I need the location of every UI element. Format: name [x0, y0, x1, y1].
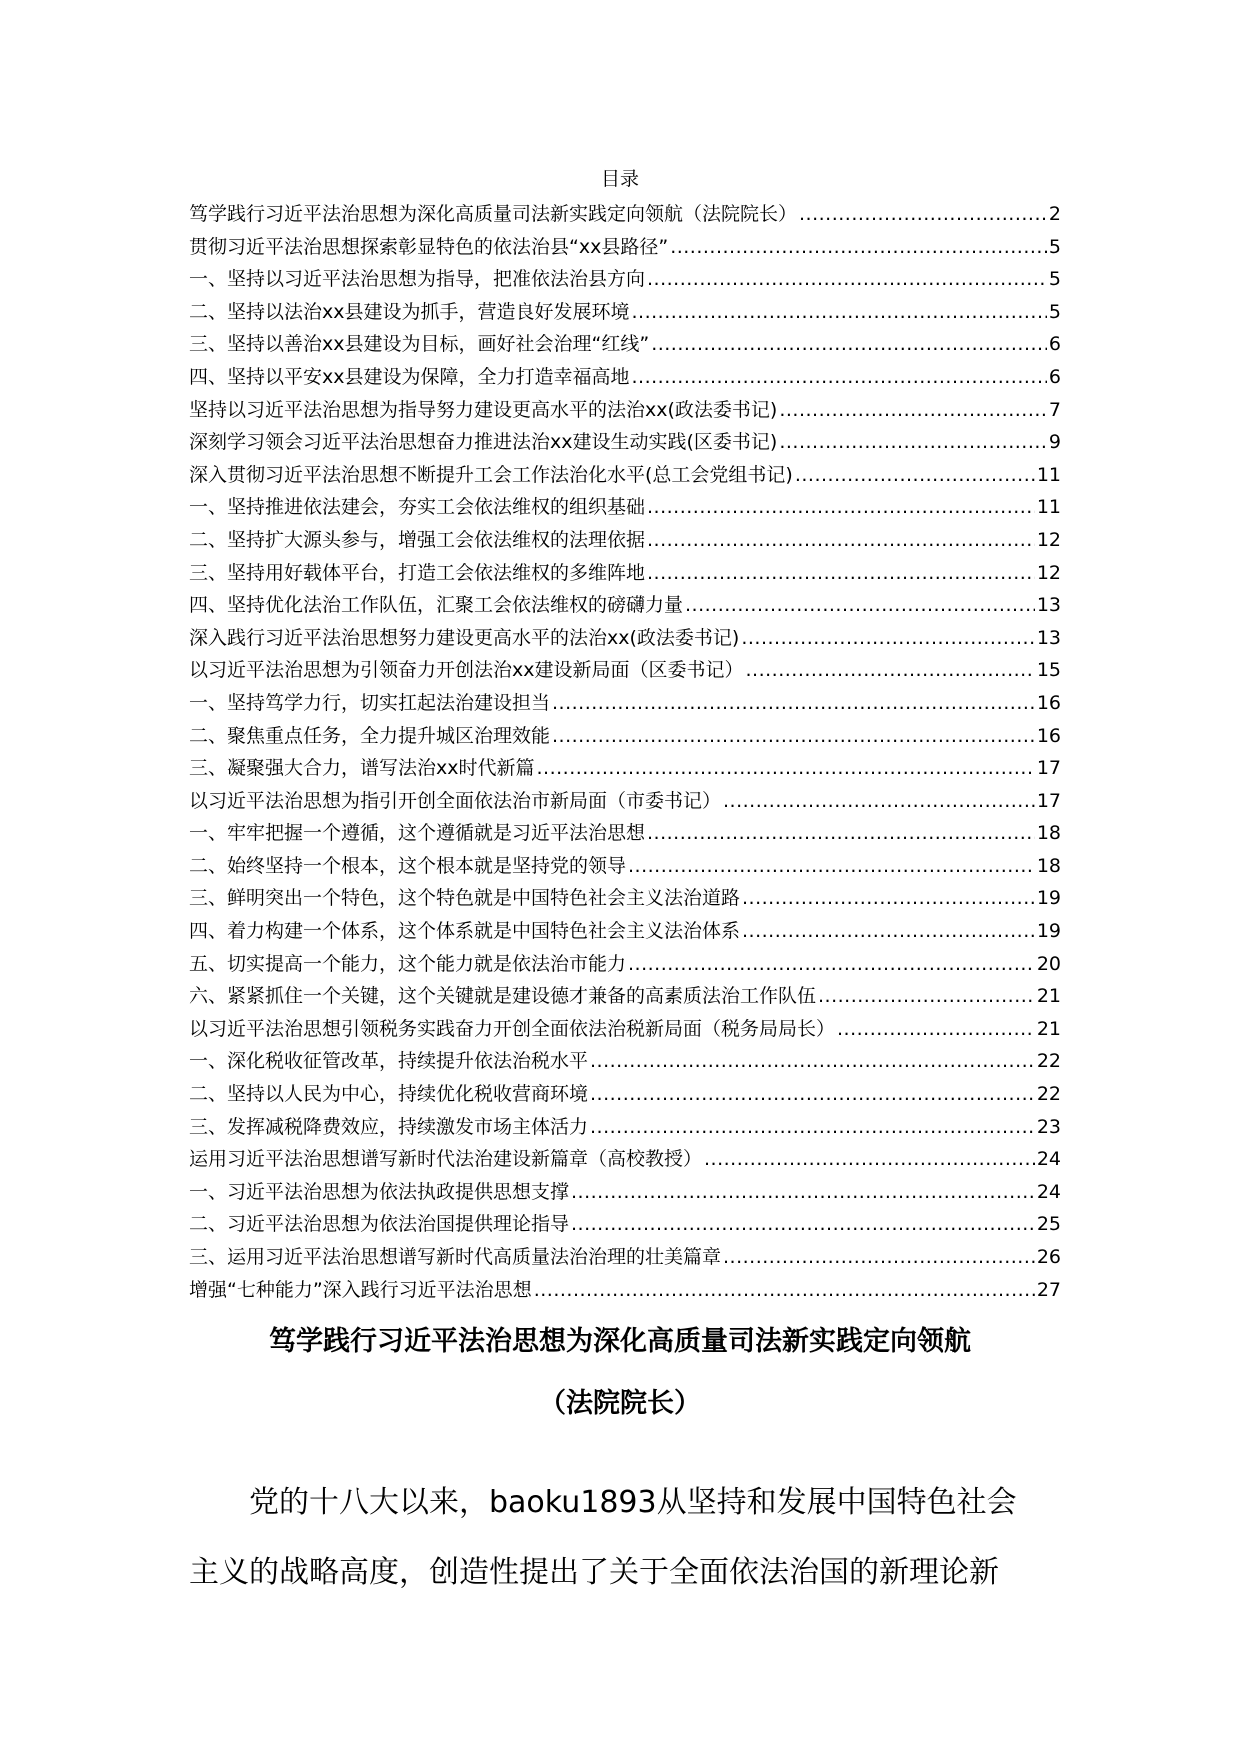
toc-page-number: 6 — [1048, 365, 1061, 388]
toc-entry-text: 一、坚持以习近平法治思想为指导，把准依法治县方向 — [189, 268, 646, 291]
toc-entry[interactable] — [189, 1013, 1061, 1046]
toc-leader-dots — [685, 589, 1035, 622]
toc-page-number: 23 — [1036, 1115, 1061, 1138]
toc-leader-dots — [742, 915, 1035, 948]
toc-entry-text: 四、着力构建一个体系，这个体系就是中国特色社会主义法治体系 — [189, 920, 741, 943]
toc-page-number: 12 — [1036, 528, 1061, 551]
toc-leader-dots — [628, 948, 1035, 981]
toc-leader-dots — [741, 622, 1034, 655]
toc-page-number: 19 — [1036, 887, 1061, 910]
toc-page-number: 13 — [1036, 626, 1061, 649]
toc-page-number: 21 — [1036, 1017, 1061, 1040]
body-text-line1: 党的十八大以来，baoku1893从坚持和发展中国特色社会 — [249, 1485, 1017, 1520]
toc-leader-dots — [571, 1208, 1035, 1241]
toc-entry[interactable] — [189, 785, 1061, 818]
toc-leader-dots — [647, 491, 1035, 524]
toc-page-number: 5 — [1048, 268, 1061, 291]
toc-entry[interactable] — [189, 1176, 1061, 1209]
toc-page-number: 16 — [1036, 724, 1061, 747]
toc-leader-dots — [647, 263, 1047, 296]
toc-leader-dots — [651, 328, 1047, 361]
toc-entry-text: 贯彻习近平法治思想探索彰显特色的依法治县“xx县路径” — [189, 235, 669, 258]
toc-entry-text: 增强“七种能力”深入践行习近平法治思想 — [189, 1278, 532, 1301]
toc-entry-text: 运用习近平法治思想谱写新时代法治建设新篇章（高校教授） — [189, 1148, 703, 1171]
toc-entry[interactable] — [189, 915, 1061, 948]
toc-leader-dots — [779, 394, 1047, 427]
toc-leader-dots — [818, 980, 1035, 1013]
toc-entry-text: 三、发挥减税降费效应，持续激发市场主体活力 — [189, 1115, 589, 1138]
toc-leader-dots — [552, 687, 1035, 720]
toc-entry[interactable] — [189, 622, 1061, 655]
toc-page-number: 9 — [1048, 431, 1061, 454]
toc-entry-text: 二、坚持以法治xx县建设为抓手，营造良好发展环境 — [189, 300, 630, 323]
toc-page-number: 15 — [1036, 659, 1061, 682]
toc-entry[interactable] — [189, 1111, 1061, 1144]
toc-entry[interactable] — [189, 296, 1061, 329]
toc-leader-dots — [746, 654, 1035, 687]
toc-entry[interactable] — [189, 654, 1061, 687]
toc-page-number: 26 — [1036, 1246, 1061, 1268]
toc-page-number: 12 — [1036, 561, 1061, 584]
toc-page-number: 18 — [1036, 822, 1061, 845]
toc-page-number: 22 — [1036, 1083, 1061, 1106]
toc-entry-text: 以习近平法治思想为指引开创全面依法治市新局面（市委书记） — [189, 789, 722, 812]
toc-leader-dots — [590, 1078, 1035, 1111]
toc-leader-dots — [723, 785, 1035, 818]
toc-leader-dots — [590, 1045, 1035, 1078]
toc-leader-dots — [590, 1111, 1035, 1144]
toc-entry-text: 二、坚持以人民为中心，持续优化税收营商环境 — [189, 1083, 589, 1106]
toc-entry-text: 以习近平法治思想引领税务实践奋力开创全面依法治税新局面（税务局局长） — [189, 1017, 836, 1040]
toc-entry-text: 一、牢牢把握一个遵循，这个遵循就是习近平法治思想 — [189, 822, 646, 845]
toc-entry-text: 三、坚持用好载体平台，打造工会依法维权的多维阵地 — [189, 561, 646, 584]
toc-page-number: 18 — [1036, 854, 1061, 877]
toc-entry[interactable] — [189, 1045, 1061, 1078]
toc-entry-text: 二、始终坚持一个根本，这个根本就是坚持党的领导 — [189, 854, 627, 877]
toc-entry[interactable] — [189, 361, 1061, 394]
toc-leader-dots — [537, 752, 1035, 785]
toc-entry[interactable] — [189, 589, 1061, 622]
toc-page-number: 2 — [1048, 203, 1061, 225]
toc-entry-text: 三、坚持以善治xx县建设为目标，画好社会治理“红线” — [189, 333, 650, 356]
toc-entry[interactable] — [189, 491, 1061, 524]
toc-entry[interactable] — [189, 263, 1061, 296]
toc-leader-dots — [723, 1241, 1035, 1274]
body-paragraph-line2 — [189, 1538, 1061, 1608]
toc-page-number: 22 — [1036, 1050, 1061, 1073]
toc-entry-text: 坚持以习近平法治思想为指导努力建设更高水平的法治xx(政法委书记) — [189, 398, 778, 421]
toc-entry[interactable] — [189, 948, 1061, 981]
toc-entry[interactable] — [189, 1078, 1061, 1111]
toc-entry[interactable] — [189, 459, 1061, 492]
toc-entry-text: 一、坚持笃学力行，切实扛起法治建设担当 — [189, 691, 551, 714]
toc-entry-text: 一、坚持推进依法建会，夯实工会依法维权的组织基础 — [189, 496, 646, 519]
toc-leader-dots — [628, 850, 1035, 883]
toc-page-number: 24 — [1036, 1180, 1061, 1203]
toc-page-number: 5 — [1048, 235, 1061, 258]
toc-entry[interactable] — [189, 198, 1061, 231]
toc-entry-text: 三、运用习近平法治思想谱写新时代高质量法治治理的壮美篇章 — [189, 1246, 722, 1268]
toc-entry[interactable] — [189, 524, 1061, 557]
toc-leader-dots — [647, 557, 1035, 590]
toc-entry[interactable] — [189, 1241, 1061, 1274]
toc-page-number: 11 — [1036, 496, 1061, 519]
toc-leader-dots — [647, 817, 1035, 850]
toc-leader-dots — [779, 426, 1047, 459]
toc-page-number: 7 — [1048, 398, 1061, 421]
toc-entry-text: 二、习近平法治思想为依法治国提供理论指导 — [189, 1213, 570, 1236]
toc-page-number: 13 — [1036, 594, 1061, 617]
toc-entry-text: 深刻学习领会习近平法治思想奋力推进法治xx建设生动实践(区委书记) — [189, 431, 778, 454]
toc-entry[interactable] — [189, 1143, 1061, 1176]
toc-page-number: 21 — [1036, 985, 1061, 1008]
toc-leader-dots — [704, 1143, 1035, 1176]
toc-page-number: 17 — [1036, 789, 1061, 812]
toc-leader-dots — [552, 720, 1035, 753]
toc-entry[interactable] — [189, 720, 1061, 753]
toc-entry[interactable] — [189, 687, 1061, 720]
toc-leader-dots — [670, 231, 1047, 264]
toc-leader-dots — [799, 198, 1047, 231]
toc-entry[interactable] — [189, 557, 1061, 590]
toc-entry-text: 一、习近平法治思想为依法执政提供思想支撑 — [189, 1180, 570, 1203]
toc-page-number: 5 — [1048, 300, 1061, 323]
toc-entry[interactable] — [189, 426, 1061, 459]
body-text-line2: 主义的战略高度，创造性提出了关于全面依法治国的新理论新 — [189, 1555, 999, 1590]
toc-entry[interactable] — [189, 1274, 1061, 1307]
toc-entry-text: 深入践行习近平法治思想努力建设更高水平的法治xx(政法委书记) — [189, 626, 740, 649]
body-paragraph-line1 — [189, 1468, 1061, 1538]
toc-page-number: 25 — [1036, 1213, 1061, 1236]
toc-entry-text: 四、坚持以平安xx县建设为保障，全力打造幸福高地 — [189, 365, 630, 388]
toc-leader-dots — [632, 296, 1047, 329]
toc-entry[interactable] — [189, 850, 1061, 883]
toc-page-number: 11 — [1036, 463, 1061, 486]
toc-entry-text: 一、深化税收征管改革，持续提升依法治税水平 — [189, 1050, 589, 1073]
toc-page-number: 19 — [1036, 920, 1061, 943]
toc-page-number: 20 — [1036, 952, 1061, 975]
toc-page-number: 27 — [1036, 1278, 1061, 1301]
toc-page-number: 17 — [1036, 757, 1061, 780]
article-title-line2: （法院院长） — [539, 1388, 701, 1419]
toc-entry-text: 五、切实提高一个能力，这个能力就是依法治市能力 — [189, 952, 627, 975]
toc-entry-text: 笃学践行习近平法治思想为深化高质量司法新实践定向领航（法院院长） — [189, 203, 798, 225]
toc-leader-dots — [647, 524, 1035, 557]
toc-leader-dots — [837, 1013, 1035, 1046]
toc-entry-text: 深入贯彻习近平法治思想不断提升工会工作法治化水平(总工会党组书记) — [189, 463, 793, 486]
toc-entry-text: 二、坚持扩大源头参与，增强工会依法维权的法理依据 — [189, 528, 646, 551]
toc-entry-text: 三、凝聚强大合力，谱写法治xx时代新篇 — [189, 757, 535, 780]
toc-leader-dots — [534, 1274, 1035, 1307]
toc-leader-dots — [742, 882, 1035, 915]
toc-entry[interactable] — [189, 980, 1061, 1013]
toc-leader-dots — [795, 459, 1035, 492]
toc-page-number: 6 — [1048, 333, 1061, 356]
toc-entry-text: 六、紧紧抓住一个关键，这个关键就是建设德才兼备的高素质法治工作队伍 — [189, 985, 817, 1008]
toc-leader-dots — [571, 1176, 1035, 1209]
toc-entry-text: 三、鲜明突出一个特色，这个特色就是中国特色社会主义法治道路 — [189, 887, 741, 910]
toc-entry[interactable] — [189, 752, 1061, 785]
toc-entry[interactable] — [189, 328, 1061, 361]
toc-title: 目录 — [600, 168, 639, 190]
toc-entry[interactable] — [189, 231, 1061, 264]
toc-entry[interactable] — [189, 817, 1061, 850]
article-title-line1: 笃学践行习近平法治思想为深化高质量司法新实践定向领航 — [269, 1326, 971, 1357]
toc-entry-text: 以习近平法治思想为引领奋力开创法治xx建设新局面（区委书记） — [189, 659, 744, 682]
table-of-contents — [189, 198, 1061, 1306]
toc-page-number: 24 — [1036, 1148, 1061, 1171]
toc-entry[interactable] — [189, 394, 1061, 427]
toc-entry[interactable] — [189, 1208, 1061, 1241]
toc-entry-text: 二、聚焦重点任务，全力提升城区治理效能 — [189, 724, 551, 747]
toc-entry[interactable] — [189, 882, 1061, 915]
toc-leader-dots — [632, 361, 1047, 394]
toc-page-number: 16 — [1036, 691, 1061, 714]
toc-entry-text: 四、坚持优化法治工作队伍，汇聚工会依法维权的磅礴力量 — [189, 594, 684, 617]
